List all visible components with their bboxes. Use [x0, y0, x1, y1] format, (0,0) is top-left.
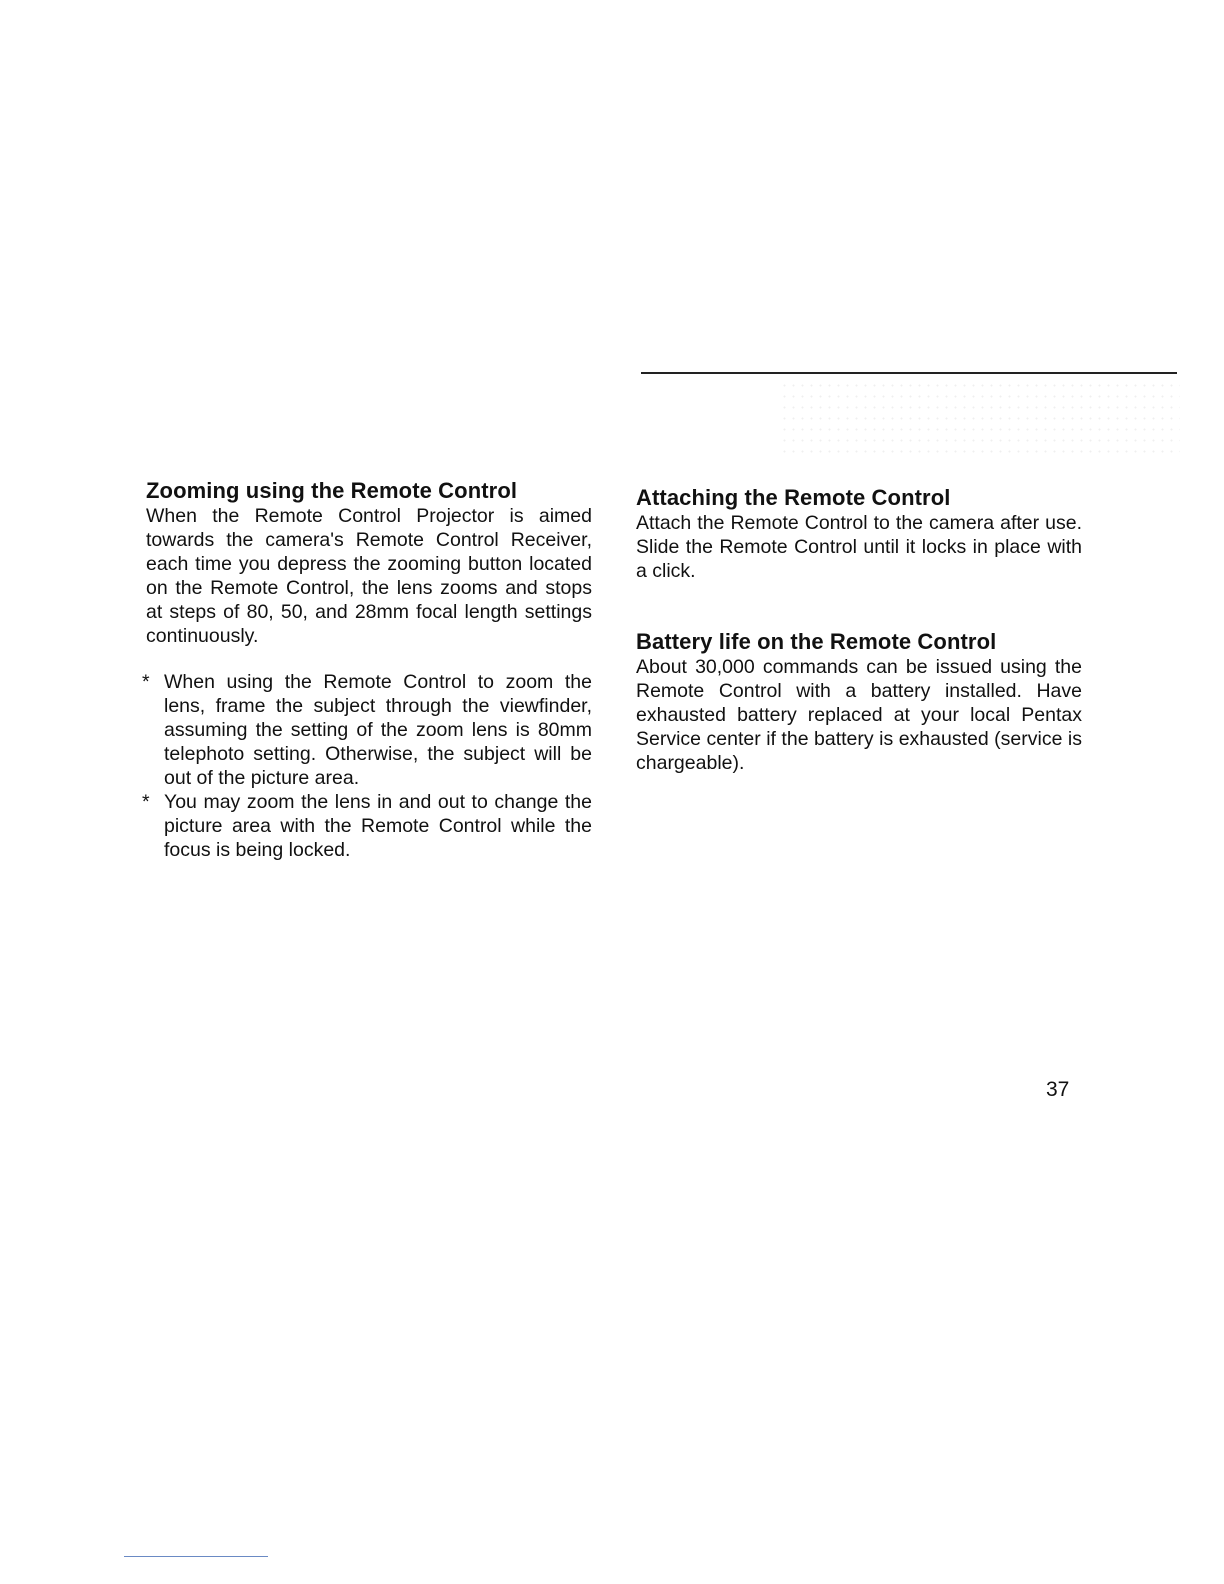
page-number: 37	[1046, 1078, 1070, 1101]
bottom-rule	[124, 1556, 268, 1557]
zooming-heading: Zooming using the Remote Control	[146, 478, 518, 503]
battery-heading: Battery life on the Remote Control	[636, 629, 997, 654]
asterisk-mark: *	[142, 791, 150, 813]
attaching-heading: Attaching the Remote Control	[636, 485, 951, 510]
zooming-notes	[142, 670, 592, 862]
note-item	[142, 790, 592, 862]
section-spacer	[636, 583, 1082, 629]
note-item	[142, 670, 592, 790]
right-column	[636, 485, 1082, 775]
attaching-body: Attach the Remote Control to the camera after use. Slide the Remote Control until it locks in place with a click.	[636, 512, 1082, 582]
asterisk-mark: *	[142, 671, 150, 693]
zooming-body: When the Remote Control Projector is aimed towards the camera's Remote Control Receiver, each time you depress the zooming button located on the Remote Control, the lens zooms and stops at steps of 80, 50, and 28mm focal length settings continuously.	[146, 505, 592, 647]
scan-noise	[780, 380, 1180, 460]
left-column	[142, 478, 592, 862]
battery-body: About 30,000 commands can be issued using the Remote Control with a battery installed. Have exhausted battery replaced at your local Pentax Service center if the battery is exhausted (service is chargeable).	[636, 656, 1082, 774]
note-text: When using the Remote Control to zoom the lens, frame the subject through the viewfinder, assuming the setting of the zoom lens is 80mm telephoto setting. Otherwise, the subject will be out of the picture area.	[164, 671, 592, 789]
top-rule	[641, 372, 1177, 374]
note-text: You may zoom the lens in and out to change the picture area with the Remote Control while the focus is being locked.	[164, 791, 592, 861]
